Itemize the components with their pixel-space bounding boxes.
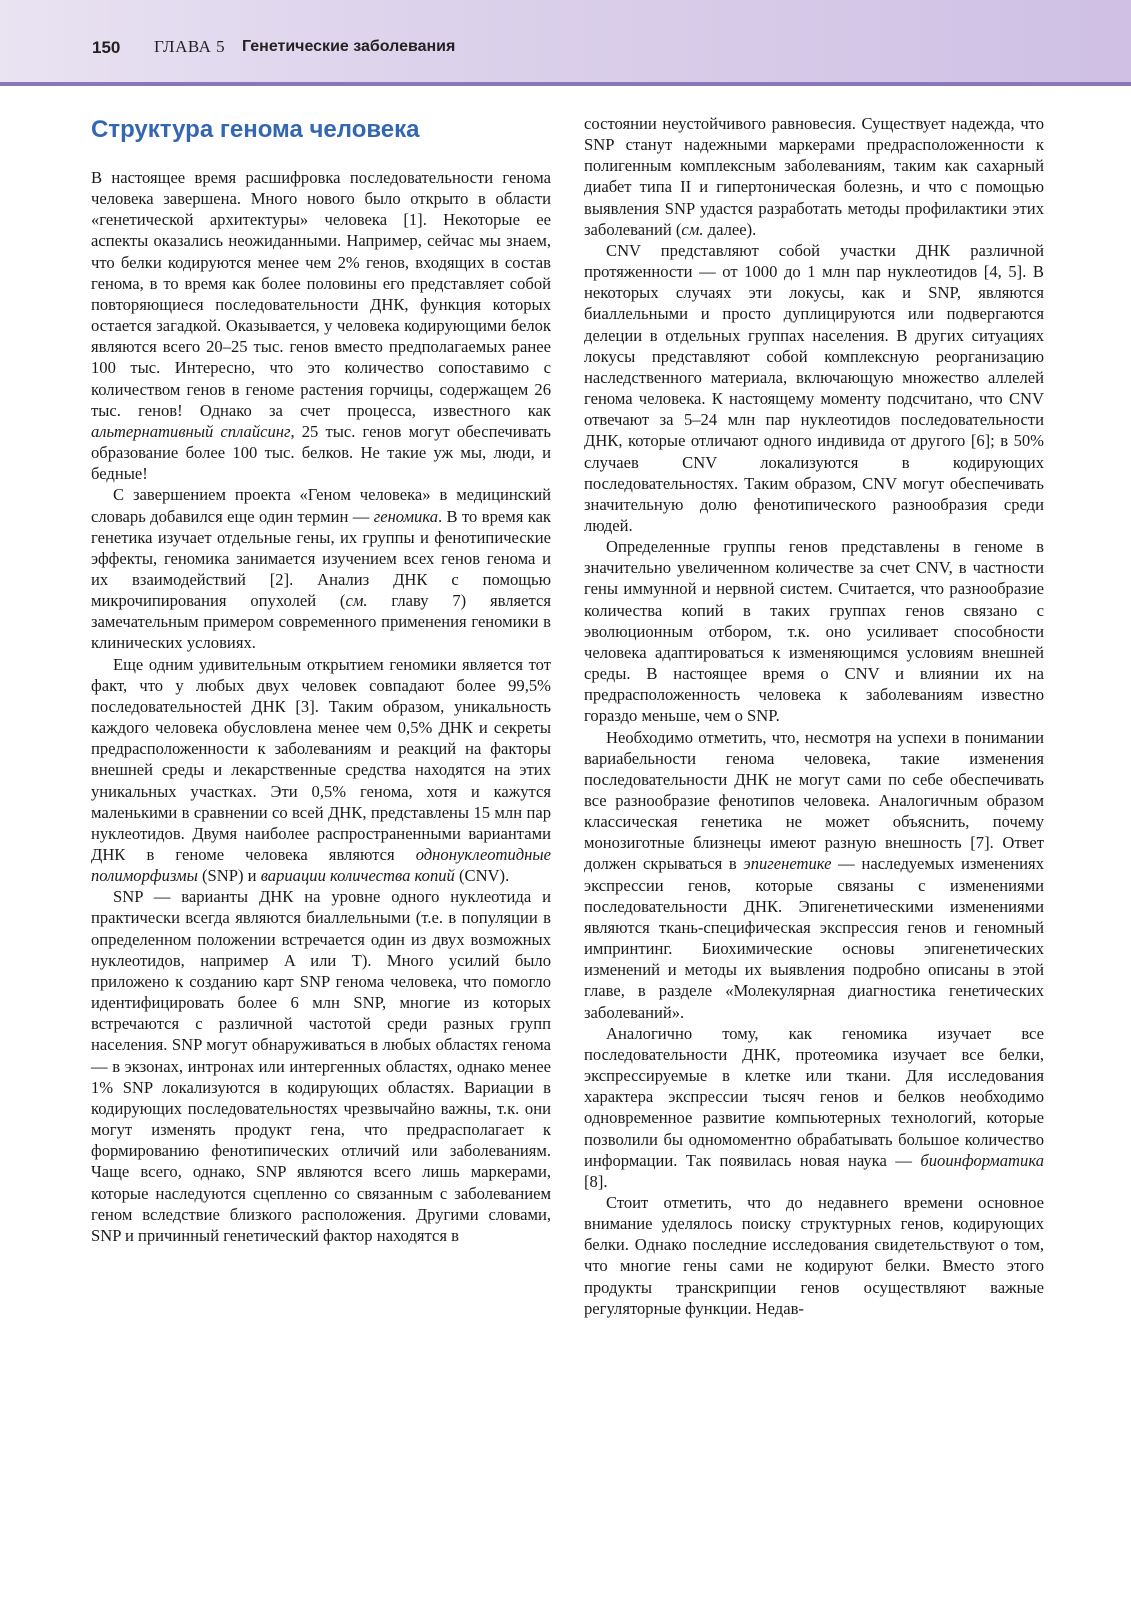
paragraph: В настоящее время расшифровка последовательности генома человека завершена. Много нового было открыто в области «генетической архитектуры» человека [1]. Некоторые ее аспекты оказались неожиданными. Например, сейчас мы знаем, что белки кодируются менее чем 2% генов, входящих в состав генома, в то время как более половины его представляет собой повторяющиеся последовательности ДНК, функция которых остается загадкой. Оказывается, у человека кодирующими белок являются всего 20–25 тыс. генов вместо предполагаемых ранее 100 тыс. Интересно, что это количество сопоставимо с количеством генов в геноме растения горчицы, содержащем 26 тыс. генов! Однако за счет процесса, известного как альтернативный сплайсинг, 25 тыс. генов могут обеспечивать образование более 100 тыс. белков. Не такие уж мы, люди, и бедные! xyxy=(91,168,552,484)
header-divider xyxy=(0,82,1131,86)
paragraph: Стоит отметить, что до недавнего времени основное внимание уделялось поиску структурных генов, кодирующих белки. Однако последние исследования свидетельствуют о том, что многие гены сами не кодируют белки. Вместо этого продукты транскрипции генов осуществляют важные регуляторные функции. Недав- xyxy=(584,1192,1044,1318)
left-column xyxy=(91,113,551,1246)
chapter-label: ГЛАВА 5 xyxy=(154,37,226,56)
paragraph: С завершением проекта «Геном человека» в медицинский словарь добавился еще один термин — геномика. В то время как генетика изучает отдельные гены, их группы и фенотипические эффекты, геномика занимается изучением всех генов генома и их взаимодействий [2]. Анализ ДНК с помощью микрочипирования опухолей (см. главу 7) является замечательным примером современного применения геномики в клинических условиях. xyxy=(91,485,551,653)
paragraph: Еще одним удивительным открытием геномики является тот факт, что у любых двух человек совпадают более 99,5% последовательностей ДНК [3]. Таким образом, уникальность каждого человека обусловлена менее чем 0,5% ДНК и секреты предрасположенности к заболеваниям и реакций на факторы внешней среды и лекарственные средства находятся на этих уникальных участках. Эти 0,5% генома, хотя и кажутся маленькими в сравнении со всей ДНК, представлены 15 млн пар нуклеотидов. Двумя наиболее распространенными вариантами ДНК в геноме человека являются однонуклеотидные полиморфизмы (SNP) и вариации количества копий (CNV). xyxy=(91,654,551,886)
paragraph: Аналогично тому, как геномика изучает все последовательности ДНК, протеомика изучает все белки, экспрессируемые в клетке или ткани. Для исследования характера экспрессии тысяч генов и белков необходимо одновременное развитие компьютерных технологий, которые позволили бы одномоментно обрабатывать большое количество информации. Так появилась новая наука — биоинформатика [8]. xyxy=(584,1023,1044,1191)
page-number: 150 xyxy=(92,38,121,57)
paragraph: состоянии неустойчивого равновесия. Существует надежда, что SNP станут надежными маркерами предрасположенности к полигенным комплексным заболеваниям, таким как сахарный диабет типа II и гипертоническая болезнь, и что с помощью выявления SNP удастся разработать методы профилактики этих заболеваний (см. далее). xyxy=(584,114,1044,239)
right-column xyxy=(584,113,1044,1319)
paragraph: Определенные группы генов представлены в геноме в значительно увеличенном количестве за счет CNV, в частности гены иммунной и нервной систем. Считается, что разнообразие количества копий в таких группах генов связано с эволюционным отбором, т.к. оно усиливает способности человека адаптироваться к изменяющимся условиям внешней среды. В настоящее время о CNV и влиянии их на предрасположенность человека к заболеваниям известно гораздо меньше, чем о SNP. xyxy=(584,537,1044,726)
chapter-title: Генетические заболевания xyxy=(242,38,456,55)
paragraph: CNV представляют собой участки ДНК различной протяженности — от 1000 до 1 млн пар нуклеотидов [4, 5]. В некоторых случаях эти локусы, как и SNP, являются биаллельными и просто дуплицируются или подвергаются делеции в отдельных группах населения. В других ситуациях локусы представляют собой комплексную реорганизацию наследственного материала, включающую множество аллелей генома человека. К настоящему моменту подсчитано, что CNV отвечают за 5–24 млн пар нуклеотидов последовательности ДНК, которые отличают одного индивида от другого [6]; в 50% случаев CNV локализуются в кодирующих последовательностях. Таким образом, CNV могут обеспечивать значительную долю фенотипического разнообразия среди людей. xyxy=(584,240,1044,535)
paragraph: SNP — варианты ДНК на уровне одного нуклеотида и практически всегда являются биаллельными (т.е. в популяции в определенном положении встречается один из двух возможных нуклеотидов, например A или T). Много усилий было приложено к созданию карт SNP генома человека, что помогло идентифицировать более 6 млн SNP, многие из которых встречаются с различной частотой среди разных групп населения. SNP могут обнаруживаться в любых областях генома — в экзонах, интронах или интергенных областях, однако менее 1% SNP локализуются в кодирующих областях. Вариации в кодирующих последовательностях чрезвычайно важны, т.к. они могут изменять продукт гена, что предрасполагает к формированию фенотипических отличий или заболеваниям. Чаще всего, однако, SNP являются всего лишь маркерами, которые наследуются сцепленно со связанным с заболеванием геном вследствие близкого расположения. Другими словами, SNP и причинный генетический фактор находятся в xyxy=(91,887,551,1245)
paragraph: Необходимо отметить, что, несмотря на успехи в понимании вариабельности генома человека, такие изменения последовательности ДНК не могут сами по себе обеспечивать все разнообразие фенотипов человека. Аналогичным образом классическая генетика не может объяснить, почему монозиготные близнецы имеют разную внешность [7]. Ответ должен скрываться в эпигенетике — наследуемых изменениях экспрессии генов, которые связаны с изменениями последовательности ДНК. Эпигенетическими изменениями являются ткань-специфическая экспрессия генов и геномный импринтинг. Биохимические основы эпигенетических изменений и методы их выявления подробно описаны в этой главе, в разделе «Молекулярная диагностика генетических заболеваний». xyxy=(584,727,1044,1022)
section-title: Структура генома человека xyxy=(91,116,420,143)
